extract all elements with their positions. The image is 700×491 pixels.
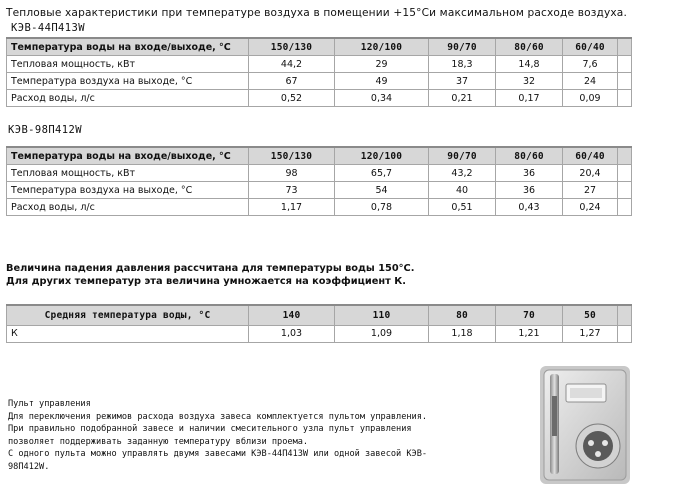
- switch-rocker: [570, 388, 602, 398]
- table-row: [7, 182, 632, 199]
- table-cell: 98: [249, 165, 335, 182]
- table-cell: 0,78: [335, 199, 429, 216]
- page-title: Тепловые характеристики при температуре воздуха в помещении +15°Си максимальном расходе воздуха.: [6, 7, 627, 19]
- description-line: 98П412W.: [8, 461, 50, 472]
- spec-table-keb-44p413w: [6, 37, 632, 107]
- dial-hole: [595, 451, 601, 457]
- table-row: [7, 165, 632, 182]
- table-spacer: [618, 199, 632, 216]
- header-cell: 60/40: [563, 38, 618, 56]
- table-cell: 65,7: [335, 165, 429, 182]
- header-cell: 150/130: [249, 147, 335, 165]
- table-cell: 37: [429, 73, 496, 90]
- description-line: С одного пульта можно управлять двумя завесами КЭВ-44П413W или одной завесой КЭВ-: [8, 449, 428, 460]
- table-spacer: [618, 73, 632, 90]
- remote-control-image: [540, 366, 630, 484]
- table-cell: 1,09: [335, 325, 429, 342]
- dial-hole: [588, 440, 594, 446]
- row-label: Тепловая мощность, кВт: [7, 56, 249, 73]
- table-cell: 1,21: [496, 325, 563, 342]
- header-cell: 90/70: [429, 147, 496, 165]
- table-spacer: [618, 56, 632, 73]
- table-row: [7, 199, 632, 216]
- header-cell: 110: [335, 305, 429, 325]
- table-cell: 73: [249, 182, 335, 199]
- table-cell: 0,24: [563, 199, 618, 216]
- table-spacer: [618, 305, 632, 325]
- header-cell: 140: [249, 305, 335, 325]
- table-cell: 44,2: [249, 56, 335, 73]
- table-cell: 18,3: [429, 56, 496, 73]
- table-cell: 36: [496, 182, 563, 199]
- model-label-keb-98p412w: КЭВ-98П412W: [8, 124, 82, 136]
- table-spacer: [618, 325, 632, 342]
- header-label: Средняя температура воды, °С: [7, 305, 249, 325]
- header-cell: 120/100: [335, 38, 429, 56]
- description-line: Пульт управления: [8, 399, 91, 409]
- table-cell: 0,21: [429, 90, 496, 107]
- row-label: Тепловая мощность, кВт: [7, 165, 249, 182]
- table-cell: 0,17: [496, 90, 563, 107]
- table-cell: 36: [496, 165, 563, 182]
- table-spacer: [618, 38, 632, 56]
- row-label: Расход воды, л/с: [7, 90, 249, 107]
- header-cell: 80/60: [496, 147, 563, 165]
- note-line: Для других температур эта величина умножается на коэффициент К.: [6, 276, 406, 287]
- header-cell: 60/40: [563, 147, 618, 165]
- note-line: Величина падения давления рассчитана для температуры воды 150°С.: [6, 263, 415, 274]
- table-header-row: [7, 38, 632, 56]
- table-spacer: [618, 182, 632, 199]
- table-cell: 14,8: [496, 56, 563, 73]
- table-row: [7, 90, 632, 107]
- row-label: Температура воздуха на выходе, °С: [7, 73, 249, 90]
- table-cell: 7,6: [563, 56, 618, 73]
- table-cell: 24: [563, 73, 618, 90]
- pressure-drop-note: [6, 262, 414, 288]
- table-cell: 49: [335, 73, 429, 90]
- row-label: К: [7, 325, 249, 342]
- table-spacer: [618, 165, 632, 182]
- table-cell: 1,18: [429, 325, 496, 342]
- header-cell: 80/60: [496, 38, 563, 56]
- header-cell: 50: [563, 305, 618, 325]
- table-cell: 32: [496, 73, 563, 90]
- row-label: Температура воздуха на выходе, °С: [7, 182, 249, 199]
- table-cell: 1,03: [249, 325, 335, 342]
- coefficient-table: [6, 304, 632, 343]
- table-cell: 0,43: [496, 199, 563, 216]
- remote-control-description: [8, 398, 427, 474]
- table-cell: 20,4: [563, 165, 618, 182]
- table-header-row: [7, 147, 632, 165]
- header-label: Температура воды на входе/выходе, °С: [7, 147, 249, 165]
- table-spacer: [618, 147, 632, 165]
- table-cell: 1,27: [563, 325, 618, 342]
- table-row: [7, 56, 632, 73]
- model-label-keb-44p413w: КЭВ-44П413W: [11, 22, 85, 34]
- thermostat-slot: [552, 396, 557, 436]
- table-cell: 54: [335, 182, 429, 199]
- table-cell: 43,2: [429, 165, 496, 182]
- header-cell: 120/100: [335, 147, 429, 165]
- description-line: При правильно подобранной завесе и наличии смесительного узла пульт управления: [8, 424, 412, 435]
- table-cell: 1,17: [249, 199, 335, 216]
- dial-hole: [602, 440, 608, 446]
- table-row: [7, 73, 632, 90]
- table-cell: 29: [335, 56, 429, 73]
- table-header-row: [7, 305, 632, 325]
- table-spacer: [618, 90, 632, 107]
- table-cell: 0,51: [429, 199, 496, 216]
- row-label: Расход воды, л/с: [7, 199, 249, 216]
- spec-table-keb-98p412w: [6, 146, 632, 216]
- header-cell: 90/70: [429, 38, 496, 56]
- header-label: Температура воды на входе/выходе, °С: [7, 38, 249, 56]
- table-cell: 27: [563, 182, 618, 199]
- table-cell: 0,34: [335, 90, 429, 107]
- table-cell: 0,09: [563, 90, 618, 107]
- table-cell: 40: [429, 182, 496, 199]
- description-line: Для переключения режимов расхода воздуха завеса комплектуется пультом управления.: [8, 411, 428, 422]
- table-cell: 0,52: [249, 90, 335, 107]
- table-row: [7, 325, 632, 342]
- description-line: позволяет поддерживать заданную температуру вблизи проема.: [8, 436, 309, 447]
- table-cell: 67: [249, 73, 335, 90]
- header-cell: 70: [496, 305, 563, 325]
- header-cell: 150/130: [249, 38, 335, 56]
- header-cell: 80: [429, 305, 496, 325]
